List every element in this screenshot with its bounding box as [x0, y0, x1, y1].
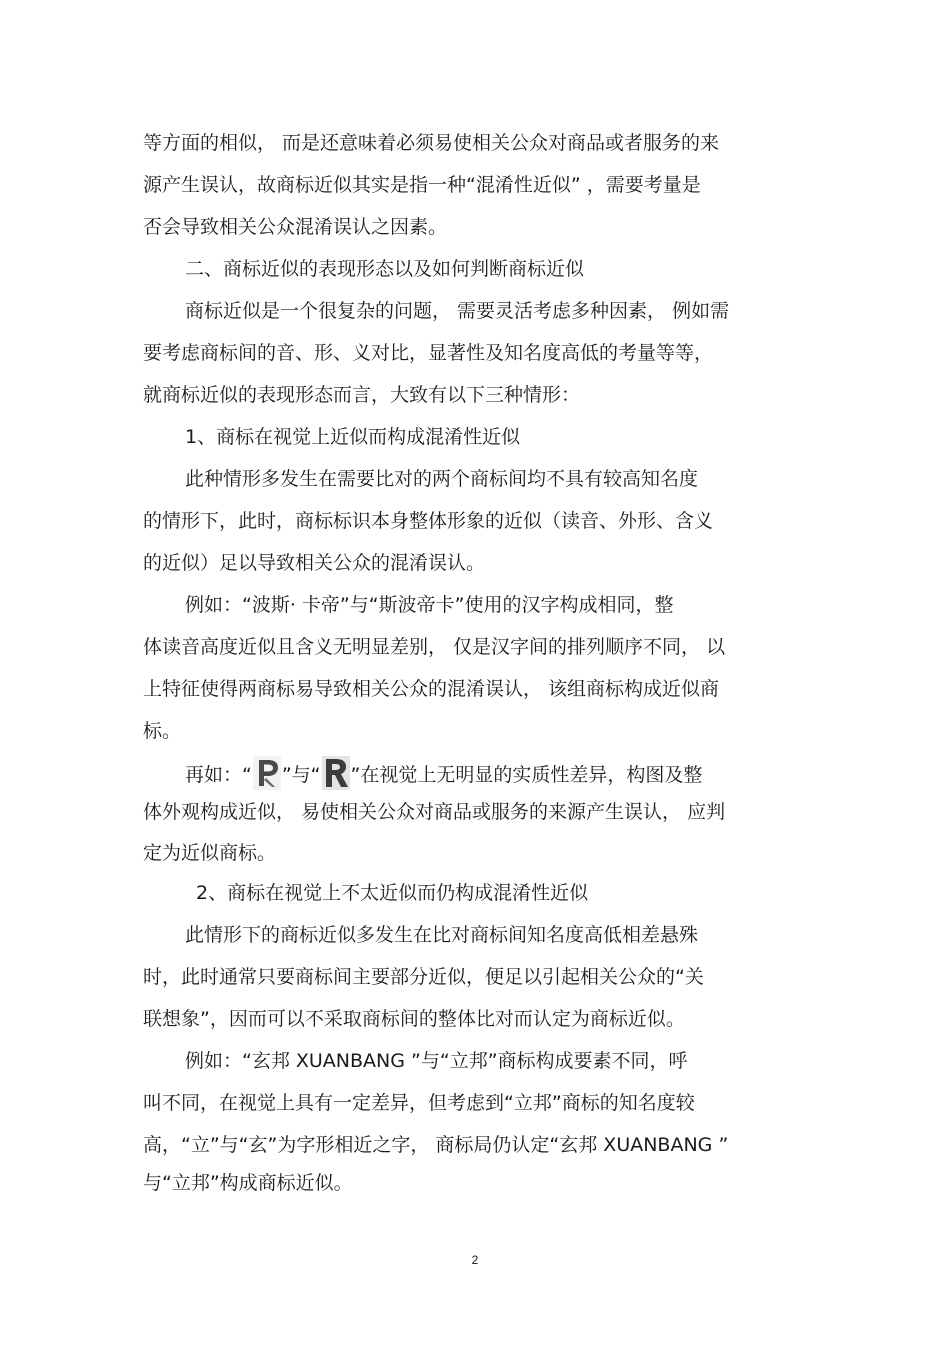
trademark-logo-r-icon — [322, 756, 350, 790]
subsection-heading: 2、商标在视觉上不太近似而仍构成混淆性近似 — [196, 882, 589, 904]
text-line: 就商标近似的表现形态而言，大致有以下三种情形： — [143, 384, 581, 406]
trademark-logo-p-icon — [253, 756, 281, 790]
text-line: 体外观构成近似， 易使相关公众对商品或服务的来源产生误认， 应判 — [143, 801, 726, 823]
text-fragment: ”与“ — [281, 764, 321, 786]
text-line: 上特征使得两商标易导致相关公众的混淆误认， 该组商标构成近似商 — [143, 678, 720, 700]
section-heading: 二、商标近似的表现形态以及如何判断商标近似 — [185, 258, 585, 280]
text-line: 例如：“玄邦 XUANBANG ”与“立邦”商标构成要素不同，呼 — [185, 1050, 688, 1072]
text-line: 时，此时通常只要商标间主要部分近似，便足以引起相关公众的“关 — [143, 966, 704, 988]
page-number: 2 — [471, 1253, 479, 1267]
text-line: 高，“立”与“玄”为字形相近之字， 商标局仍认定“玄邦 XUANBANG ” — [143, 1134, 729, 1156]
text-fragment: ”在视觉上无明显的实质性差异，构图及整 — [350, 764, 703, 786]
text-line: 否会导致相关公众混淆误认之因素。 — [143, 216, 448, 238]
text-line: 标。 — [143, 720, 182, 742]
text-fragment: 再如：“ — [185, 764, 252, 786]
text-line: 联想象”，因而可以不采取商标间的整体比对而认定为商标近似。 — [143, 1008, 685, 1030]
text-line: 叫不同，在视觉上具有一定差异，但考虑到“立邦”商标的知名度较 — [143, 1092, 695, 1114]
subsection-heading: 1、商标在视觉上近似而构成混淆性近似 — [185, 426, 521, 448]
text-line: 与“立邦”构成商标近似。 — [143, 1172, 353, 1194]
text-line: 例如：“波斯· 卡帝”与“斯波帝卡”使用的汉字构成相同，整 — [185, 594, 674, 616]
text-line: 源产生误认，故商标近似其实是指一种“混淆性近似” ，需要考量是 — [143, 174, 701, 196]
text-line: 体读音高度近似且含义无明显差别， 仅是汉字间的排列顺序不同， 以 — [143, 636, 726, 658]
text-line: 商标近似是一个很复杂的问题， 需要灵活考虑多种因素， 例如需 — [185, 300, 730, 322]
text-line: 定为近似商标。 — [143, 842, 277, 864]
text-line: 此情形下的商标近似多发生在比对商标间知名度高低相差悬殊 — [185, 924, 699, 946]
text-line: 等方面的相似， 而是还意味着必须易使相关公众对商品或者服务的来 — [143, 132, 720, 154]
text-line-with-logos — [185, 756, 702, 790]
text-line: 此种情形多发生在需要比对的两个商标间均不具有较高知名度 — [185, 468, 699, 490]
text-line: 要考虑商标间的音、形、义对比，显著性及知名度高低的考量等等， — [143, 342, 714, 364]
text-line: 的情形下，此时，商标标识本身整体形象的近似（读音、外形、含义 — [143, 510, 714, 532]
text-line: 的近似）足以导致相关公众的混淆误认。 — [143, 552, 486, 574]
